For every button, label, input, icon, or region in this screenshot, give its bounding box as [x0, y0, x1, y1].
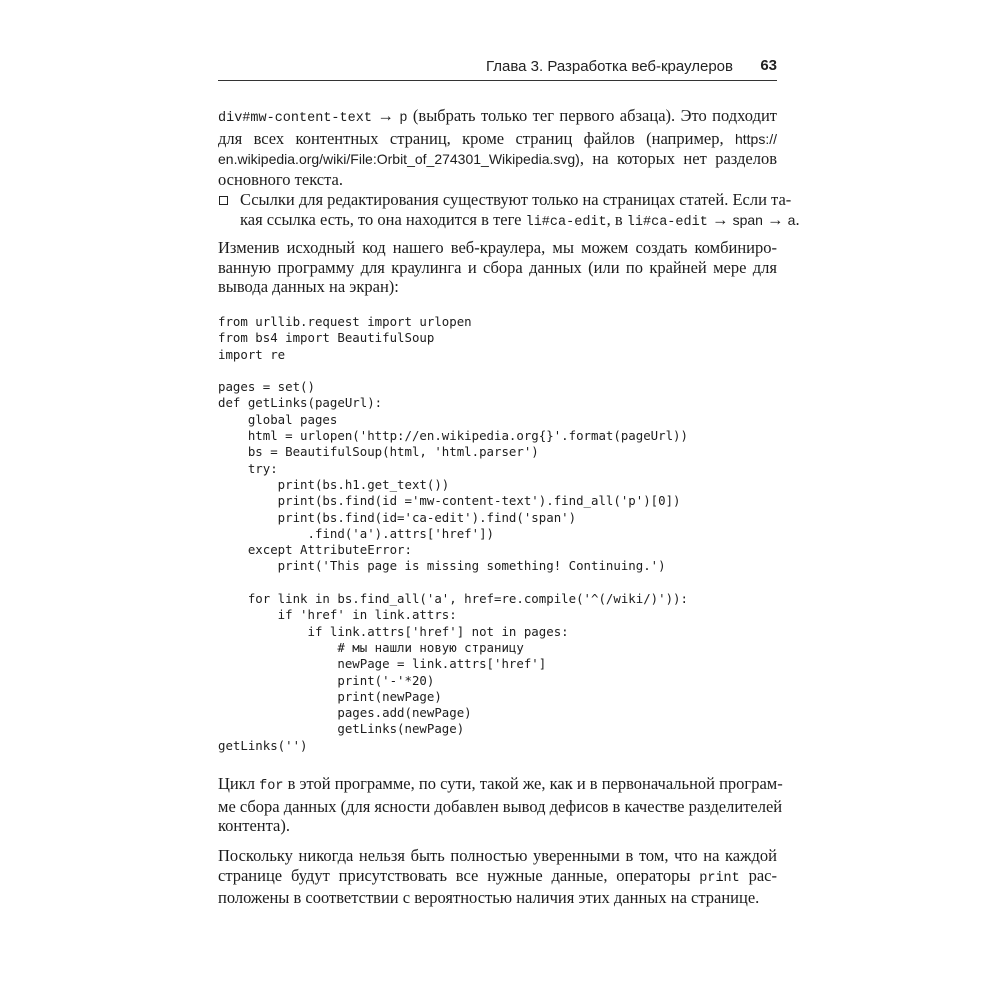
arrow: →	[711, 209, 729, 229]
text-line	[218, 129, 777, 150]
code-line: newPage = link.attrs['href']	[218, 656, 547, 672]
paragraph-for-loop	[218, 774, 783, 836]
text-line	[218, 774, 783, 797]
code-line: print(bs.find(id ='mw-content-text').find_all('p')[0])	[218, 493, 681, 509]
code-line: if link.attrs['href'] not in pages:	[218, 623, 569, 639]
text-line: контента).	[218, 816, 290, 835]
code-line: for link in bs.find_all('a', href=re.compile('^(/wiki/)')):	[218, 591, 688, 607]
code-line: getLinks('')	[218, 737, 308, 753]
code-line: try:	[218, 460, 278, 476]
text-run: кая ссылка есть, то она находится в теге	[240, 209, 522, 229]
text-line	[218, 170, 777, 190]
text-line: вывода данных на экран):	[218, 277, 399, 296]
code-line: print('This page is missing something! Continuing.')	[218, 558, 666, 574]
url-text: en.wikipedia.org/wiki/File:Orbit_of_274301_Wikipedia.svg)	[218, 151, 580, 167]
text-line	[240, 190, 792, 210]
code-line: getLinks(newPage)	[218, 721, 465, 737]
text-run: основного текста.	[218, 169, 343, 189]
code-listing	[218, 314, 688, 754]
running-title: Глава 3. Разработка веб-краулеров	[485, 58, 733, 75]
code-line: .find('a').attrs['href'])	[218, 525, 495, 541]
code-line: import re	[218, 346, 286, 362]
inline-code: p	[399, 111, 408, 126]
url-text: https://	[734, 130, 777, 147]
code-line: from bs4 import BeautifulSoup	[218, 330, 435, 346]
inline-code: li#ca-edit	[626, 214, 708, 230]
inline-code: print	[699, 870, 740, 886]
code-line: if 'href' in link.attrs:	[218, 607, 457, 623]
text-line	[218, 149, 777, 170]
code-line: print(bs.h1.get_text())	[218, 476, 450, 492]
text-run: , в	[606, 209, 623, 229]
inline-code: div#mw-content-text	[218, 111, 372, 126]
code-line: global pages	[218, 411, 338, 427]
code-line: except AttributeError:	[218, 542, 412, 558]
code-line: print(bs.find(id='ca-edit').find('span')	[218, 509, 577, 525]
code-line: print(newPage)	[218, 688, 442, 704]
text-run: Ссылки для редактирования существуют только на страницах статей. Если та-	[240, 190, 792, 209]
text-run: странице будут присутствовать все нужные данные, операторы	[218, 865, 691, 885]
code-line: pages.add(newPage)	[218, 705, 472, 721]
code-line: def getLinks(pageUrl):	[218, 395, 383, 411]
text-line	[218, 866, 777, 889]
code-line: pages = set()	[218, 379, 315, 395]
code-line: from urllib.request import urlopen	[218, 314, 472, 329]
arrow: →	[767, 209, 784, 229]
bullet-item-edit-links	[240, 190, 800, 232]
text-line: Изменив исходный код нашего веб-краулера, мы можем создать комбиниро-	[218, 238, 777, 257]
text-line	[240, 209, 800, 233]
text-line: Поскольку никогда нельзя быть полностью уверенными в том, что на каждой	[218, 846, 777, 865]
tag-name: span	[732, 211, 763, 228]
tag-name: a	[787, 211, 796, 228]
paragraph-selector-description	[218, 106, 777, 189]
text-run: (выбрать только тег первого абзаца). Это подходит	[412, 106, 778, 125]
text-run: Цикл	[218, 774, 255, 793]
text-line: положены в соответствии с вероятностью наличия этих данных на странице.	[218, 888, 760, 907]
checkbox-bullet-icon	[219, 196, 228, 205]
inline-code: li#ca-edit	[525, 214, 607, 230]
text-run: рас-	[748, 865, 778, 885]
paragraph-combined-program	[218, 238, 777, 297]
page-number: 63	[760, 57, 777, 74]
text-run: , на которых нет разделов	[579, 149, 777, 168]
code-line: # мы нашли новую страницу	[218, 639, 524, 655]
code-line: html = urlopen('http://en.wikipedia.org{}'.format(pageUrl))	[218, 428, 688, 444]
text-line: ванную программу для краулинга и сбора данных (или по крайней мере для	[218, 257, 777, 277]
paragraph-print-statements	[218, 846, 777, 908]
text-line: ме сбора данных (для ясности добавлен вывод дефисов в качестве разделителей	[218, 796, 783, 816]
text-line	[218, 106, 777, 129]
page-header	[218, 56, 777, 81]
arrow: →	[377, 106, 394, 125]
inline-code: for	[259, 779, 284, 794]
code-line: print('-'*20)	[218, 672, 435, 688]
text-run: .	[795, 209, 800, 229]
text-run: в этой программе, по сути, такой же, как и в первоначальной програм-	[287, 774, 783, 793]
code-line: bs = BeautifulSoup(html, 'html.parser')	[218, 444, 539, 460]
text-run: для всех контентных страниц, кроме страниц файлов (например,	[218, 128, 724, 148]
